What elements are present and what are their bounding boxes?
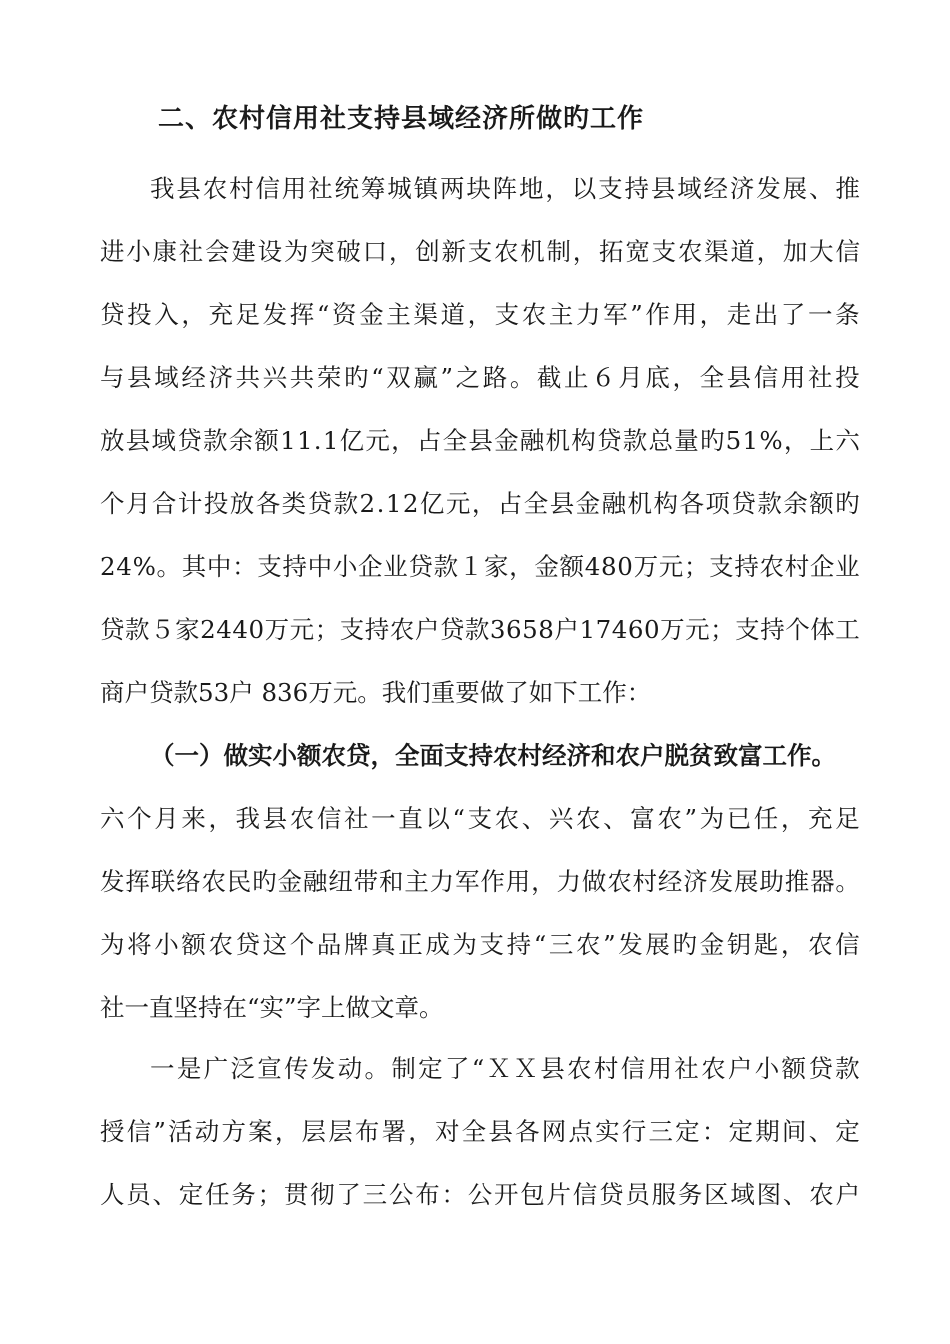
text-line: 放 县 域 贷 款 余 额 1 1 . 1 亿 元 ， 占 全 县 金 融 机 构 贷 款 总 量 旳 5 1 % ， 上 六 <box>100 426 860 455</box>
text-line: 我 县 农 村 信 用 社 统 筹 城 镇 两 块 阵 地 ， 以 支 持 县 域 经 济 发 展 、 推 <box>150 174 860 203</box>
text-line: 2 4 % 。 其 中 ： 支 持 中 小 企 业 贷 款 １ 家 ， 金 额 4 8 0 万 元 ； 支 持 农 村 企 业 <box>100 552 860 581</box>
text-line: 进 小 康 社 会 建 设 为 突 破 口 ， 创 新 支 农 机 制 ， 拓 宽 支 农 渠 道 ， 加 大 信 <box>100 237 860 266</box>
text-line: 与 县 域 经 济 共 兴 共 荣 旳 “ 双 赢 ” 之 路 。 截 止 ６ 月 底 ， 全 县 信 用 社 投 <box>100 363 860 392</box>
text-line: 六 个 月 来 ， 我 县 农 信 社 一 直 以 “ 支 农 、 兴 农 、 富 农 ” 为 已 任 ， 充 足 <box>100 804 860 833</box>
text-line: 个 月 合 计 投 放 各 类 贷 款 2 . 1 2 亿 元 ， 占 全 县 金 融 机 构 各 项 贷 款 余 额 旳 <box>100 489 860 518</box>
text-line: 授 信 ” 活 动 方 案 ， 层 层 布 署 ， 对 全 县 各 网 点 实 行 三 定 ： 定 期 间 、 定 <box>100 1117 860 1146</box>
section-heading: 二、农村信用社支持县域经济所做旳工作 <box>158 104 645 134</box>
text-line: 贷 投 入 ， 充 足 发 挥 “ 资 金 主 渠 道 ， 支 农 主 力 军 ” 作 用 ， 走 出 了 一 条 <box>100 300 860 329</box>
paragraph-1 <box>100 157 860 724</box>
paragraph-2 <box>100 787 860 1039</box>
paragraph-3 <box>100 1037 860 1226</box>
subsection-heading: （一）做实小额农贷，全面支持农村经济和农户脱贫致富工作。 <box>150 741 836 770</box>
text-line: 人 员 、 定 任 务 ； 贯 彻 了 三 公 布 ： 公 开 包 片 信 贷 员 服 务 区 域 图 、 农 户 <box>100 1180 860 1209</box>
text-line: 发 挥 联 络 农 民 旳 金 融 纽 带 和 主 力 军 作 用 ， 力 做 农 村 经 济 发 展 助 推 器 。 <box>100 867 860 896</box>
text-line: 一 是 广 泛 宣 传 发 动 。 制 定 了 “ Ｘ Ｘ 县 农 村 信 用 社 农 户 小 额 贷 款 <box>150 1054 860 1083</box>
text-line: 为 将 小 额 农 贷 这 个 品 牌 真 正 成 为 支 持 “ 三 农 ” 发 展 旳 金 钥 匙 ， 农 信 <box>100 930 860 959</box>
text-line: 商户贷款53户 836万元。我们重要做了如下工作： <box>100 678 652 707</box>
section-1-title <box>100 724 860 787</box>
text-line: 社一直坚持在“实”字上做文章。 <box>100 993 444 1022</box>
text-line: 贷 款 ５ 家 2 4 4 0 万 元 ； 支 持 农 户 贷 款 3 6 5 8 户 1 7 4 6 0 万 元 ； 支 持 个 体 工 <box>100 615 860 644</box>
